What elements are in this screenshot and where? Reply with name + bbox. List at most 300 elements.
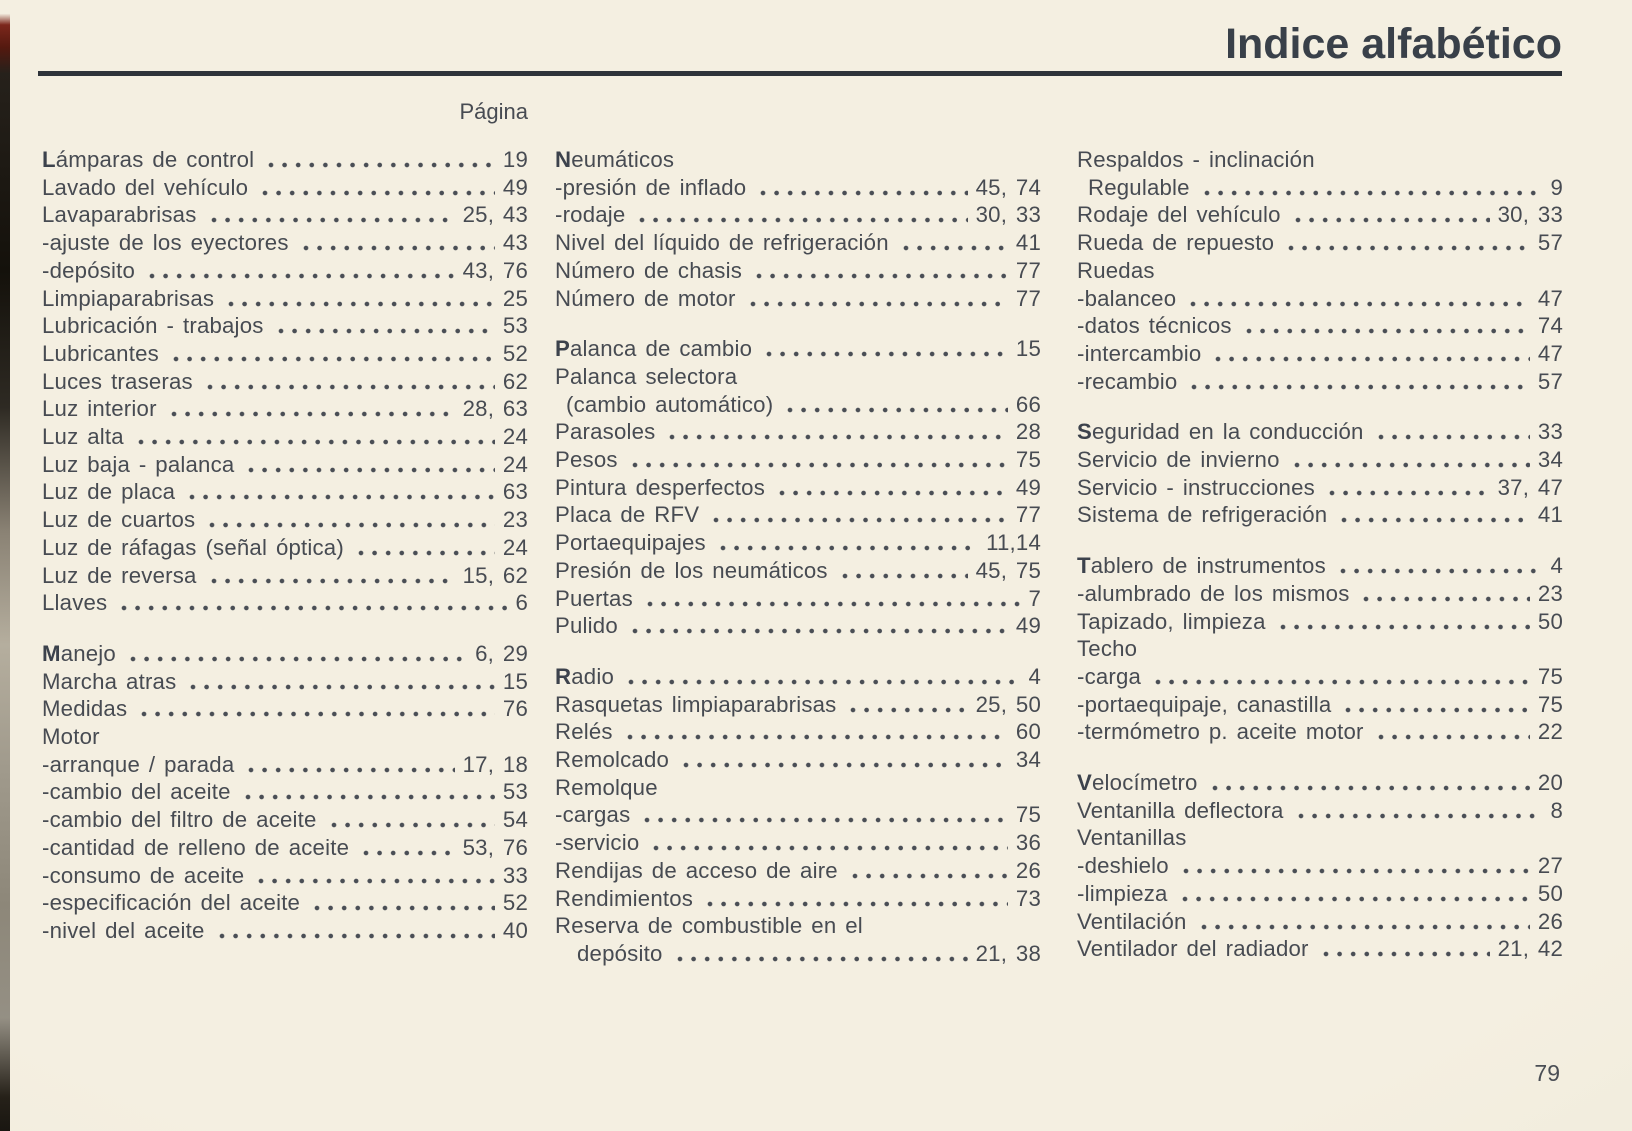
index-entry <box>42 257 528 285</box>
entry-pages: 24 <box>502 451 528 477</box>
entry-pages: 21, 38 <box>975 940 1041 966</box>
index-entry <box>1077 146 1563 174</box>
entry-pages: 52 <box>502 340 528 366</box>
entry-pages: 60 <box>1015 719 1041 745</box>
index-entry <box>42 723 528 751</box>
index-entry <box>42 368 528 396</box>
entry-pages: 40 <box>502 917 528 943</box>
index-entry <box>555 446 1041 474</box>
dot-leader <box>705 885 1008 913</box>
dot-leader <box>1376 418 1530 446</box>
entry-pages: 28 <box>1015 419 1041 445</box>
entry-pages: 73 <box>1015 885 1041 911</box>
dot-leader <box>675 940 968 968</box>
entry-pages: 25 <box>502 285 528 311</box>
dot-leader <box>169 395 455 423</box>
entry-label: Remolcado <box>555 747 670 773</box>
entry-label: -alumbrado de los mismos <box>1077 580 1350 606</box>
entry-label: Motor <box>42 724 100 750</box>
entry-label: Luces traseras <box>42 368 193 394</box>
dot-leader <box>637 201 967 229</box>
dot-leader <box>147 257 455 285</box>
index-entry <box>555 229 1041 257</box>
entry-pages: 53, 76 <box>462 834 528 860</box>
dot-leader <box>171 340 495 368</box>
dot-leader <box>630 446 1008 474</box>
entry-label: -rodaje <box>555 202 626 228</box>
dot-leader <box>1343 691 1530 719</box>
dot-leader <box>764 335 1008 363</box>
entry-pages: 30, 33 <box>1497 202 1563 228</box>
index-entry <box>42 562 528 590</box>
dot-leader <box>1339 501 1530 529</box>
entry-label: (cambio automático) <box>566 391 774 417</box>
entry-pages: 15 <box>1015 336 1041 362</box>
index-entry <box>1077 312 1563 340</box>
entry-label: -presión de inflado <box>555 174 747 200</box>
index-entry <box>1077 418 1563 446</box>
entry-pages: 37, 47 <box>1497 474 1563 500</box>
entry-label: -cargas <box>555 802 631 828</box>
dot-leader <box>850 857 1008 885</box>
entry-label: -nivel del aceite <box>42 917 205 943</box>
entry-label: Número de chasis <box>555 257 743 283</box>
dot-leader <box>1296 797 1543 825</box>
entry-label: Velocímetro <box>1077 770 1198 796</box>
index-entry <box>42 146 528 174</box>
dot-leader <box>139 695 495 723</box>
entry-pages: 76 <box>502 696 528 722</box>
index-entry <box>42 506 528 534</box>
index-entry <box>1077 257 1563 285</box>
entry-pages: 26 <box>1015 857 1041 883</box>
entry-pages: 22 <box>1537 719 1563 745</box>
dot-leader <box>777 474 1008 502</box>
entry-label: Llaves <box>42 590 108 616</box>
index-entry <box>555 612 1041 640</box>
entry-pages: 75 <box>1537 691 1563 717</box>
index-entry <box>555 257 1041 285</box>
entry-pages: 24 <box>502 534 528 560</box>
index-entry <box>1077 174 1563 202</box>
dot-leader <box>301 229 495 257</box>
entry-pages: 50 <box>1537 608 1563 634</box>
entry-label: Regulable <box>1088 174 1190 200</box>
index-entry <box>555 663 1041 691</box>
entry-label: Seguridad en la conducción <box>1077 419 1364 445</box>
entry-pages: 57 <box>1537 368 1563 394</box>
entry-label: Servicio - instrucciones <box>1077 474 1315 500</box>
entry-label: -cantidad de relleno de aceite <box>42 834 350 860</box>
index-entry <box>1077 285 1563 313</box>
entry-label: Ventanillas <box>1077 825 1187 851</box>
index-entry <box>42 229 528 257</box>
title-rule <box>38 71 1562 76</box>
entry-label: Luz de cuartos <box>42 507 196 533</box>
entry-pages: 43 <box>502 230 528 256</box>
dot-leader <box>246 751 454 779</box>
index-entry <box>42 285 528 313</box>
entry-label: Luz de ráfagas (señal óptica) <box>42 534 344 560</box>
entry-pages: 8 <box>1550 797 1563 823</box>
index-entry <box>42 751 528 779</box>
entry-label: Remolque <box>555 774 658 800</box>
entry-label: -portaequipaje, canastilla <box>1077 691 1332 717</box>
scan-edge-shadow <box>0 0 10 1131</box>
pagina-column-header: Página <box>459 99 528 124</box>
entry-pages: 30, 33 <box>975 202 1041 228</box>
index-entry <box>1077 608 1563 636</box>
entry-pages: 23 <box>1537 580 1563 606</box>
index-entry <box>555 418 1041 446</box>
entry-label: -arranque / parada <box>42 751 235 777</box>
dot-leader <box>188 668 495 696</box>
entry-label: Palanca selectora <box>555 363 738 389</box>
entry-pages: 7 <box>1028 585 1041 611</box>
entry-label: Medidas <box>42 696 128 722</box>
dot-leader <box>1244 312 1530 340</box>
index-entry <box>42 312 528 340</box>
dot-leader <box>681 746 1008 774</box>
entry-pages: 75 <box>1015 447 1041 473</box>
entry-label: Ruedas <box>1077 257 1155 283</box>
index-entry <box>555 829 1041 857</box>
dot-leader <box>1180 880 1530 908</box>
page-title: Indice alfabético <box>1225 20 1562 68</box>
index-entry <box>555 718 1041 746</box>
index-entry <box>42 806 528 834</box>
entry-label: Pulido <box>555 613 618 639</box>
entry-label: Reserva de combustible en el <box>555 913 863 939</box>
index-entry <box>555 474 1041 502</box>
entry-label: depósito <box>577 940 663 966</box>
page-number: 79 <box>1534 1060 1560 1086</box>
dot-leader <box>1199 908 1530 936</box>
index-entry <box>1077 474 1563 502</box>
entry-pages: 50 <box>1537 880 1563 906</box>
index-entry <box>1077 797 1563 825</box>
dot-leader <box>667 418 1007 446</box>
index-entry <box>1077 935 1563 963</box>
dot-leader <box>1361 580 1529 608</box>
dot-leader <box>711 501 1008 529</box>
index-entry <box>555 285 1041 313</box>
index-entry <box>555 940 1041 968</box>
index-entry <box>555 174 1041 202</box>
index-entry <box>555 774 1041 802</box>
entry-pages: 24 <box>502 424 528 450</box>
dot-leader <box>217 917 495 945</box>
index-entry <box>555 912 1041 940</box>
entry-pages: 63 <box>502 479 528 505</box>
entry-label: -carga <box>1077 663 1142 689</box>
entry-label: Número de motor <box>555 285 736 311</box>
index-entry <box>1077 368 1563 396</box>
entry-pages: 43, 76 <box>462 257 528 283</box>
dot-leader <box>901 229 1008 257</box>
index-entry <box>42 917 528 945</box>
entry-pages: 47 <box>1537 285 1563 311</box>
index-entry <box>42 174 528 202</box>
entry-label: Techo <box>1077 636 1138 662</box>
index-entry <box>555 691 1041 719</box>
entry-pages: 41 <box>1015 230 1041 256</box>
dot-leader <box>1202 174 1543 202</box>
dot-leader <box>128 640 467 668</box>
entry-pages: 33 <box>1537 419 1563 445</box>
entry-label: -cambio del filtro de aceite <box>42 807 317 833</box>
dot-leader <box>1338 552 1543 580</box>
entry-pages: 15 <box>502 668 528 694</box>
dot-leader <box>630 612 1008 640</box>
entry-pages: 45, 74 <box>975 174 1041 200</box>
dot-leader <box>209 562 455 590</box>
entry-label: -recambio <box>1077 368 1178 394</box>
entry-label: -intercambio <box>1077 340 1202 366</box>
entry-label: Luz de reversa <box>42 562 197 588</box>
dot-leader <box>209 201 455 229</box>
entry-label: Rendimientos <box>555 885 694 911</box>
entry-pages: 34 <box>1537 447 1563 473</box>
entry-pages: 75 <box>1015 802 1041 828</box>
index-entry <box>1077 229 1563 257</box>
dot-leader <box>1327 474 1490 502</box>
entry-pages: 57 <box>1537 230 1563 256</box>
entry-pages: 4 <box>1028 663 1041 689</box>
index-entry <box>42 640 528 668</box>
index-entry <box>555 501 1041 529</box>
index-entry <box>42 834 528 862</box>
dot-leader <box>226 285 495 313</box>
dot-leader <box>1292 446 1530 474</box>
entry-label: Parasoles <box>555 419 656 445</box>
entry-label: -ajuste de los eyectores <box>42 230 289 256</box>
index-entry <box>1077 340 1563 368</box>
entry-pages: 54 <box>502 807 528 833</box>
entry-pages: 6 <box>515 590 528 616</box>
entry-pages: 41 <box>1537 502 1563 528</box>
index-entry <box>42 534 528 562</box>
entry-label: -datos técnicos <box>1077 313 1232 339</box>
index-entry <box>1077 201 1563 229</box>
index-column <box>1077 146 1563 963</box>
index-entry <box>42 340 528 368</box>
entry-label: Palanca de cambio <box>555 336 753 362</box>
entry-label: Neumáticos <box>555 147 675 172</box>
entry-pages: 45, 75 <box>975 557 1041 583</box>
entry-pages: 53 <box>502 779 528 805</box>
entry-label: -cambio del aceite <box>42 779 231 805</box>
index-entry <box>42 589 528 617</box>
entry-pages: 53 <box>502 313 528 339</box>
dot-leader <box>329 806 495 834</box>
dot-leader <box>1189 368 1529 396</box>
entry-pages: 66 <box>1015 391 1041 417</box>
index-entry <box>1077 552 1563 580</box>
entry-label: Rasquetas limpiaparabrisas <box>555 691 837 717</box>
dot-leader <box>1181 852 1530 880</box>
entry-pages: 25, 50 <box>975 691 1041 717</box>
entry-pages: 75 <box>1537 663 1563 689</box>
entry-pages: 27 <box>1537 853 1563 879</box>
entry-pages: 74 <box>1537 313 1563 339</box>
entry-pages: 49 <box>1015 474 1041 500</box>
dot-leader <box>651 829 1008 857</box>
entry-pages: 77 <box>1015 285 1041 311</box>
index-entry <box>555 146 1041 174</box>
dot-leader <box>266 146 495 174</box>
entry-label: Lavado del vehículo <box>42 174 249 200</box>
dot-leader <box>718 529 978 557</box>
entry-label: -consumo de aceite <box>42 862 245 888</box>
index-entry <box>1077 446 1563 474</box>
entry-pages: 52 <box>502 890 528 916</box>
entry-label: Placa de RFV <box>555 502 700 528</box>
dot-leader <box>1213 340 1529 368</box>
entry-label: Tablero de instrumentos <box>1077 553 1326 579</box>
dot-leader <box>645 585 1021 613</box>
entry-pages: 20 <box>1537 770 1563 796</box>
index-entry <box>555 885 1041 913</box>
dot-leader <box>748 285 1008 313</box>
dot-leader <box>1278 608 1530 636</box>
entry-label: Relés <box>555 719 613 745</box>
index-entry <box>42 451 528 479</box>
entry-label: -termómetro p. aceite motor <box>1077 719 1364 745</box>
dot-leader <box>312 889 495 917</box>
dot-leader <box>1153 663 1530 691</box>
dot-leader <box>785 391 1008 419</box>
entry-pages: 77 <box>1015 257 1041 283</box>
entry-label: Rendijas de acceso de aire <box>555 857 838 883</box>
entry-label: -depósito <box>42 257 136 283</box>
index-entry <box>42 478 528 506</box>
index-entry <box>1077 580 1563 608</box>
dot-leader <box>260 174 495 202</box>
entry-label: Luz interior <box>42 396 157 422</box>
dot-leader <box>840 557 968 585</box>
entry-pages: 33 <box>502 862 528 888</box>
entry-pages: 19 <box>502 147 528 172</box>
entry-label: Limpiaparabrisas <box>42 285 215 311</box>
dot-leader <box>276 312 495 340</box>
entry-pages: 17, 18 <box>462 751 528 777</box>
entry-label: Manejo <box>42 640 116 666</box>
index-entry <box>42 889 528 917</box>
index-entry <box>1077 824 1563 852</box>
entry-label: Lubricantes <box>42 340 159 366</box>
entry-label: Rueda de repuesto <box>1077 230 1275 256</box>
entry-pages: 49 <box>502 174 528 200</box>
entry-pages: 25, 43 <box>462 202 528 228</box>
entry-pages: 23 <box>502 507 528 533</box>
index-entry <box>1077 718 1563 746</box>
dot-leader <box>136 423 495 451</box>
entry-label: Ventilador del radiador <box>1077 936 1309 962</box>
entry-pages: 6, 29 <box>475 640 528 666</box>
index-entry <box>42 862 528 890</box>
entry-label: Lavaparabrisas <box>42 202 197 228</box>
index-entry <box>42 695 528 723</box>
dot-leader <box>642 801 1008 829</box>
dot-leader <box>1286 229 1530 257</box>
index-entry <box>555 585 1041 613</box>
entry-label: Luz alta <box>42 424 124 450</box>
dot-leader <box>625 718 1008 746</box>
entry-pages: 28, 63 <box>462 396 528 422</box>
entry-pages: 21, 42 <box>1497 936 1563 962</box>
entry-pages: 47 <box>1537 340 1563 366</box>
index-entry <box>1077 852 1563 880</box>
index-entry <box>555 391 1041 419</box>
entry-label: Luz baja - palanca <box>42 451 235 477</box>
entry-label: Tapizado, limpieza <box>1077 608 1266 634</box>
dot-leader <box>1188 285 1530 313</box>
entry-label: Nivel del líquido de refrigeración <box>555 230 889 256</box>
index-entry <box>42 201 528 229</box>
index-entry <box>555 529 1041 557</box>
dot-leader <box>1376 718 1530 746</box>
entry-pages: 11,14 <box>986 530 1041 556</box>
entry-pages: 4 <box>1550 553 1563 579</box>
entry-label: Marcha atras <box>42 668 177 694</box>
entry-label: -deshielo <box>1077 853 1169 879</box>
entry-label: -balanceo <box>1077 285 1177 311</box>
entry-label: Respaldos - inclinación <box>1077 147 1315 172</box>
index-entry <box>555 857 1041 885</box>
entry-label: Lámparas de control <box>42 147 255 172</box>
dot-leader <box>1321 935 1490 963</box>
index-entry <box>1077 908 1563 936</box>
entry-label: Presión de los neumáticos <box>555 557 828 583</box>
dot-leader <box>1293 201 1490 229</box>
entry-pages: 62 <box>502 368 528 394</box>
dot-leader <box>207 506 495 534</box>
entry-label: Servicio de invierno <box>1077 447 1280 473</box>
entry-label: Pesos <box>555 447 618 473</box>
index-entry <box>1077 501 1563 529</box>
entry-pages: 34 <box>1015 747 1041 773</box>
entry-label: Portaequipajes <box>555 530 706 556</box>
entry-label: -limpieza <box>1077 880 1168 906</box>
entry-pages: 9 <box>1550 174 1563 200</box>
index-entry <box>1077 880 1563 908</box>
dot-leader <box>361 834 455 862</box>
index-entry <box>1077 691 1563 719</box>
dot-leader <box>187 478 495 506</box>
entry-label: Pintura desperfectos <box>555 474 766 500</box>
dot-leader <box>205 368 495 396</box>
index-column <box>555 146 1041 968</box>
entry-pages: 15, 62 <box>462 562 528 588</box>
entry-label: Ventanilla deflectora <box>1077 797 1284 823</box>
index-entry <box>1077 769 1563 797</box>
index-entry <box>42 395 528 423</box>
entry-pages: 26 <box>1537 908 1563 934</box>
dot-leader <box>246 451 494 479</box>
index-entry <box>42 668 528 696</box>
entry-label: Radio <box>555 663 614 689</box>
index-entry <box>555 363 1041 391</box>
index-entry <box>42 423 528 451</box>
entry-label: Rodaje del vehículo <box>1077 202 1281 228</box>
index-entry <box>42 778 528 806</box>
index-entry <box>555 801 1041 829</box>
index-entry <box>555 201 1041 229</box>
entry-pages: 49 <box>1015 613 1041 639</box>
dot-leader <box>119 589 507 617</box>
entry-pages: 36 <box>1015 830 1041 856</box>
